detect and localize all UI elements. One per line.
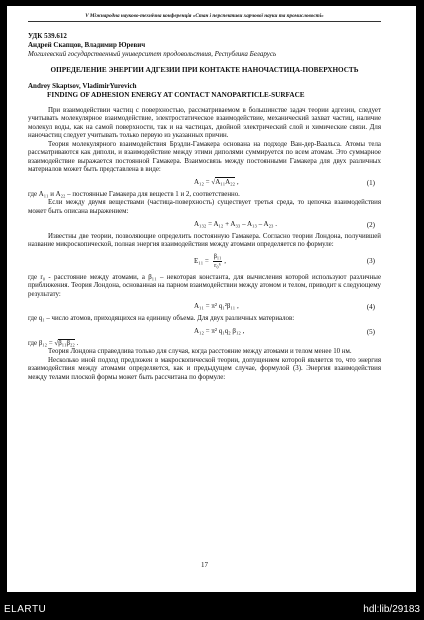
equation-4-number: (4) <box>366 303 375 312</box>
equation-3-denominator: r₀⁶ <box>214 261 221 269</box>
udk-code: УДК 539.612 <box>28 31 67 40</box>
equation-2-number: (2) <box>366 220 375 229</box>
beta-definition-radicand: β₁₁β₂₂ <box>58 339 75 347</box>
equation-1-number: (1) <box>366 178 375 187</box>
sqrt-icon: √ <box>54 339 59 347</box>
equation-4-formula: A₁₁ = π² q₁²β₁₁ , <box>194 302 239 311</box>
conference-header: V Міжнародна науково-технічна конференція «Стан і перспективи харчової науки та промисловості» <box>28 13 381 22</box>
equation-5-formula: A₁₂ = π² q₁q₂ β₁₂ , <box>194 326 245 335</box>
equation-3-numerator: β₁₁ <box>213 252 222 260</box>
footer-handle: hdl:lib/29183 <box>363 604 420 615</box>
equation-3-fraction <box>213 253 223 270</box>
equation-3-tail: , <box>222 256 226 265</box>
equation-3-formula <box>194 253 226 270</box>
equation-3 <box>28 251 381 273</box>
paragraph-6: где r₀ - расстояние между атомами, а β₁₁ – некоторая константа, для вычисления которой используют различные приближения. Теория Лондона, основанная на парном взаимодействии между атомом и телом, приводит к следующему результату: <box>28 273 381 298</box>
paragraph-2: Теория молекулярного взаимодействия Брэдли-Гамакера основана на подходе Ван-дер-Ваальса. Атомы тела рассматриваются как диполи, и взаимодействие между этими диполями суммируется по всем атомам. Это суммарное взаимодействие выражается постоянной Гамакера. Взаимосвязь между постоянными Гамакера для двух различных материалов может быть представлена в виде: <box>28 140 381 174</box>
page-number: 17 <box>201 561 208 569</box>
beta-definition-lhs: где β₁₂ = <box>28 339 55 347</box>
paragraph-3: где A₁₁ и A₂₂ – постоянные Гамакера для веществ 1 и 2, соответственно. <box>28 190 240 198</box>
equation-3-lhs: E₁₁ = <box>194 256 211 265</box>
paragraph-9: Несколько иной подход предложен в макроскопической теории, допущением которой является то, что энергия взаимодействия между атомами определяется, как и предыдущем случае, формулой (3). Энергия взаимодействия между телами плоской формы может быть рассчитана по формуле: <box>28 356 381 381</box>
equation-4 <box>28 300 381 314</box>
equation-1-radicand: A₁₁A₂₂ <box>215 177 236 186</box>
sqrt-icon: √ <box>211 177 216 186</box>
paragraph-8: Теория Лондона справедлива только для случая, когда расстояние между атомами и телом менее 10 нм. <box>48 348 352 356</box>
beta-definition <box>28 340 381 349</box>
equation-1-tail: , <box>235 177 239 186</box>
equation-1-formula <box>194 178 239 186</box>
equation-2 <box>28 218 381 232</box>
beta-definition-tail: . <box>74 339 79 347</box>
affiliation: Могилевский государственный университет продовольствия, Республика Беларусь <box>28 49 277 58</box>
equation-1 <box>28 176 381 190</box>
equation-3-number: (3) <box>366 256 375 265</box>
paragraph-4: Если между двумя веществами (частица-поверхность) существует третья среда, то цепочка взаимодействия может быть описана выражением: <box>28 199 381 215</box>
equation-1-lhs: A₁₂ = <box>194 177 212 186</box>
equation-5 <box>28 325 381 339</box>
equation-5-number: (5) <box>366 327 375 336</box>
document-page <box>7 6 416 592</box>
paragraph-5: Известны две теории, позволяющие определить постоянную Гамакера. Согласно теории Лондона, получившей название микроскопической, полная энергия взаимодействия между атомами определяется по формуле: <box>28 232 381 249</box>
paragraph-1: При взаимодействии частиц с поверхностью, рассматриваемом в большинстве задач теории адгезии, следует учитывать молекулярное взаимодействие, электростатическое взаимодействие, механический захват частиц, наличие молекул воды, как на самой поверхности, так и на частицах, двойной электрический слой и химические связи. Для наночастиц следует учитывать только первую из указанных причин. <box>28 106 381 140</box>
title-en: FINDING OF ADHESION ENERGY AT CONTACT NANOPARTICLE-SURFACE <box>47 90 305 99</box>
paragraph-7: где q₁ – число атомов, приходящихся на единицу объема. Для двух различных материалов: <box>28 315 295 323</box>
equation-2-formula: A₁₃₂ = A₁₂ + A₃₃ – A₁₃ – A₂₃ . <box>194 219 277 228</box>
page-content <box>28 13 381 569</box>
authors-en: Andrey Skaptsov, VladimirYurevich <box>28 81 137 90</box>
footer-repository-name: ELARTU <box>4 604 47 615</box>
authors-ru: Андрей Скапцов, Владимир Юревич <box>28 40 146 49</box>
title-ru: ОПРЕДЕЛЕНИЕ ЭНЕРГИИ АДГЕЗИИ ПРИ КОНТАКТЕ НАНОЧАСТИЦА-ПОВЕРХНОСТЬ <box>50 65 359 74</box>
